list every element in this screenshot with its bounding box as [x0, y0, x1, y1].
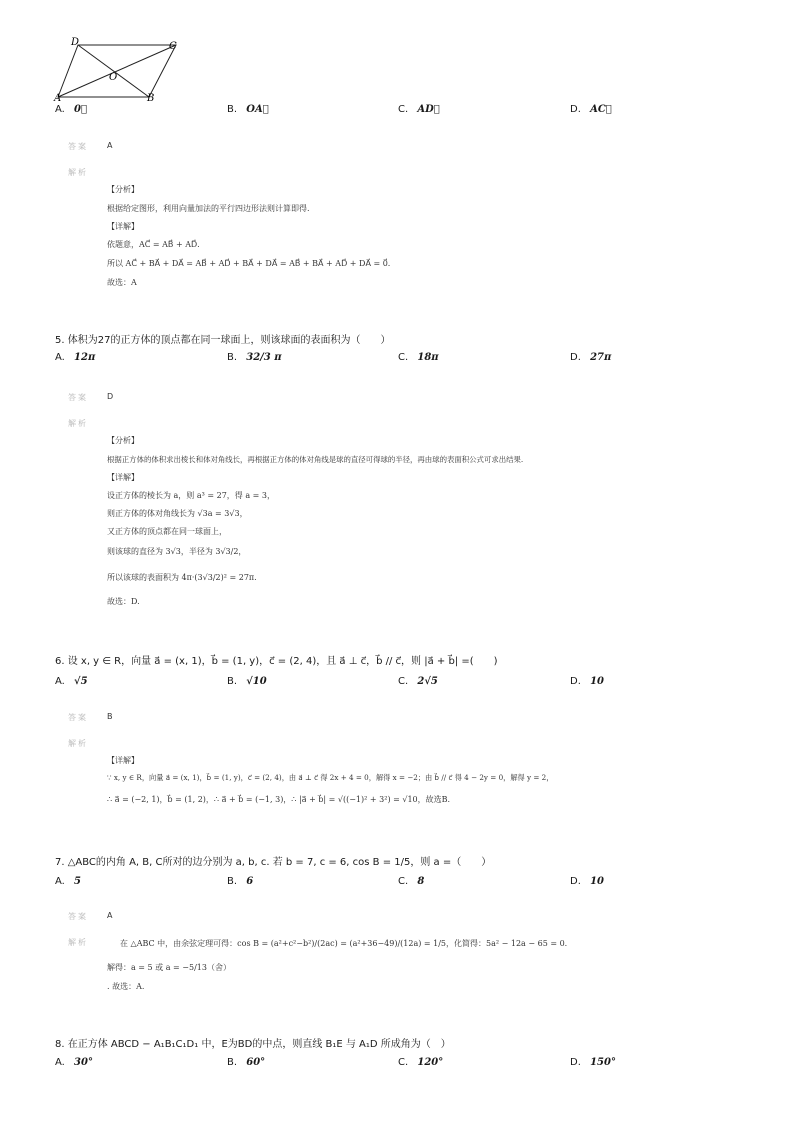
option-math: 27π [590, 352, 612, 363]
option-math: 30° [74, 1057, 93, 1068]
q7-answer: A [107, 911, 113, 920]
q4-analysis-line: 所以 AC⃗ + BA⃗ + DA⃗ = AB⃗ + AD⃗ + BA⃗ + DA⃗ = AB⃗ + BA⃗ + AD⃗ + DA⃗ = 0⃗. [107, 259, 391, 268]
diagonal-ac [58, 45, 176, 97]
q4-option-b [227, 104, 269, 115]
q5-option-d [570, 352, 611, 363]
option-math: 8 [417, 876, 425, 887]
option-letter: C. [398, 104, 409, 115]
q6-answer: B [107, 712, 113, 721]
vertex-label-d: D [71, 37, 80, 48]
option-letter: A. [55, 1057, 65, 1068]
option-math: OA⃗ [246, 104, 269, 115]
q4-analysis-line: 【分析】 [107, 185, 139, 194]
q5-analysis-line: 则正方体的体对角线长为 √3a = 3√3， [107, 509, 248, 518]
option-letter: C. [398, 676, 409, 687]
option-math: 12π [74, 352, 96, 363]
q6-option-d [570, 676, 604, 687]
q4-analysis-line: 故选：A [107, 278, 137, 287]
q4-option-a [55, 104, 87, 115]
option-letter: B. [227, 104, 238, 115]
option-letter: A. [55, 352, 65, 363]
q8-option-c [398, 1057, 443, 1068]
q8-option-a [55, 1057, 93, 1068]
option-letter: D. [570, 876, 581, 887]
option-letter: B. [227, 352, 238, 363]
q6-analysis-label: 解析 [68, 739, 88, 748]
q5-option-c [398, 352, 439, 363]
option-letter: D. [570, 352, 581, 363]
option-letter: D. [570, 104, 581, 115]
option-letter: A. [55, 104, 65, 115]
option-math: 2√5 [417, 676, 438, 687]
vertex-label-a: A [54, 93, 62, 103]
q5-analysis-line: 又正方体的顶点都在同一球面上， [107, 527, 227, 536]
q7-option-d [570, 876, 604, 887]
option-letter: B. [227, 876, 238, 887]
q7-analysis-line: 在 △ABC 中，由余弦定理可得：cos B = (a²+c²−b²)/(2ac) = (a²+36−49)/(12a) = 1/5，化简得：5a² − 12a − 65 = 0. [120, 939, 568, 948]
option-math: 10 [590, 676, 604, 687]
q4-option-d [570, 104, 612, 115]
option-math: 150° [590, 1057, 616, 1068]
q4-analysis-line: 根据给定图形，利用向量加法的平行四边形法则计算即得. [107, 204, 310, 213]
q6-analysis-line: ∴ a⃗ = (−2, 1)，b⃗ = (1, 2)，∴ a⃗ + b⃗ = (−1, 3)，∴ |a⃗ + b⃗| = √((−1)² + 3²) = √10，故选B. [107, 795, 451, 804]
q7-option-b [227, 876, 253, 887]
option-letter: D. [570, 1057, 581, 1068]
option-letter: C. [398, 352, 409, 363]
option-math: 10 [590, 876, 604, 887]
q5-analysis-line: 则该球的直径为 3√3，半径为 3√3/2， [107, 547, 247, 556]
q6-stem: 6. 设 x, y ∈ R，向量 a⃗ = (x, 1)，b⃗ = (1, y)，c⃗ = (2, 4)，且 a⃗ ⊥ c⃗，b⃗ // c⃗，则 |a⃗ + b⃗| =( ) [55, 656, 498, 667]
vertex-label-c: C [169, 41, 177, 52]
option-math: √5 [74, 676, 88, 687]
option-math: 60° [246, 1057, 266, 1068]
q5-analysis-label: 解析 [68, 419, 88, 428]
option-math: 120° [417, 1057, 444, 1068]
option-math: 0⃗ [74, 104, 87, 115]
q5-stem: 5. 体积为27的正方体的顶点都在同一球面上，则该球面的表面积为（ ） [55, 335, 391, 346]
vertex-label-o: O [109, 72, 118, 83]
q5-option-b [227, 352, 282, 363]
q4-analysis-label: 解析 [68, 168, 88, 177]
q7-option-c [398, 876, 424, 887]
option-letter: B. [227, 1057, 238, 1068]
q8-option-b [227, 1057, 265, 1068]
vertex-label-b: B [147, 93, 155, 103]
option-letter: C. [398, 1057, 409, 1068]
q6-option-a [55, 676, 88, 687]
q6-option-b [227, 676, 267, 687]
q5-analysis-line: 根据正方体的体积求出棱长和体对角线长，再根据正方体的体对角线是球的直径可得球的半径，再由球的表面积公式可求出结果. [107, 455, 524, 464]
q5-analysis-line: 所以该球的表面积为 4π·(3√3/2)² = 27π. [107, 573, 257, 582]
q6-analysis-line: ∵ x, y ∈ R，向量 a⃗ = (x, 1)，b⃗ = (1, y)，c⃗ = (2, 4)，由 a⃗ ⊥ c⃗ 得 2x + 4 = 0，解得 x = −2；由 b⃗ // c⃗ 得 4 − 2y = 0，解得 y = 2， [107, 773, 554, 782]
q5-analysis-line: 【分析】 [107, 436, 139, 445]
q7-analysis-line: . 故选：A. [107, 982, 145, 991]
q5-analysis-line: 设正方体的棱长为 a，则 a³ = 27，得 a = 3， [107, 491, 275, 500]
q5-option-a [55, 352, 95, 363]
option-math: 6 [246, 876, 254, 887]
q6-answer-label: 答案 [68, 713, 88, 722]
q7-stem: 7. △ABC的内角 A, B, C所对的边分别为 a, b, c. 若 b = 7, c = 6, cos B = 1/5，则 a =（ ） [55, 857, 492, 868]
q7-answer-label: 答案 [68, 912, 88, 921]
q4-answer-label: 答案 [68, 142, 88, 151]
q7-analysis-line: 解得：a = 5 或 a = −5/13（舍） [107, 963, 231, 972]
option-letter: A. [55, 876, 65, 887]
option-letter: D. [570, 676, 581, 687]
q4-analysis-line: 【详解】 [107, 222, 139, 231]
q4-answer: A [107, 141, 113, 150]
option-letter: A. [55, 676, 65, 687]
option-math: 5 [74, 876, 81, 887]
option-letter: C. [398, 876, 409, 887]
parallelogram-figure [50, 35, 190, 103]
diagonal-db [78, 45, 149, 97]
q5-analysis-line: 故选：D. [107, 597, 140, 606]
q8-stem: 8. 在正方体 ABCD − A₁B₁C₁D₁ 中，E为BD的中点，则直线 B₁E 与 A₁D 所成角为（ ） [55, 1039, 451, 1050]
option-math: 18π [417, 352, 439, 363]
q7-analysis-label: 解析 [68, 938, 88, 947]
q6-analysis-line: 【详解】 [107, 756, 139, 765]
option-math: AC⃗ [590, 104, 612, 115]
q4-analysis-line: 依题意，AC⃗ = AB⃗ + AD⃗. [107, 240, 200, 249]
option-math: √10 [246, 676, 267, 687]
q8-option-d [570, 1057, 616, 1068]
option-math: AD⃗ [417, 104, 440, 115]
q7-option-a [55, 876, 81, 887]
q6-option-c [398, 676, 438, 687]
q5-answer-label: 答案 [68, 393, 88, 402]
q5-analysis-line: 【详解】 [107, 473, 139, 482]
q5-answer: D [107, 392, 114, 401]
option-letter: B. [227, 676, 238, 687]
option-math: 32/3 π [246, 352, 282, 363]
q4-option-c [398, 104, 440, 115]
